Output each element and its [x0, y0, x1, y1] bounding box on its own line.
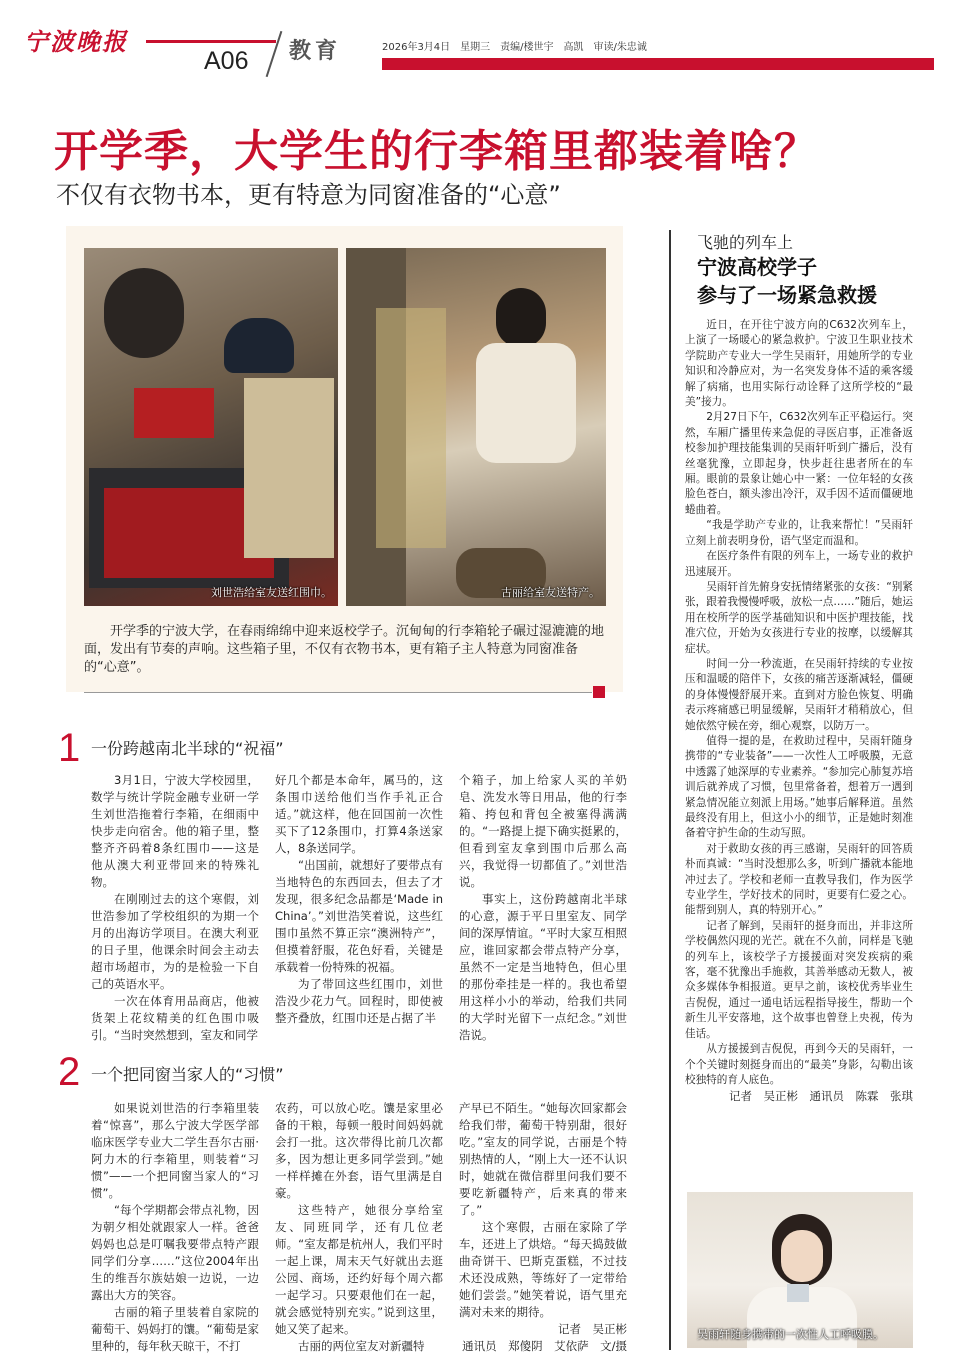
- column-rule: [669, 230, 671, 1350]
- side-story-title: [697, 253, 877, 309]
- paragraph: “出国前，就想好了要带点有当地特色的东西回去，但去了才发现，很多纪念品都是‘Made in China’。”刘世浩笑着说，这些红围巾虽然不算正宗“澳洲特产”，但摸着舒服，花色好看，关键是承载着一份特殊的祝福。: [275, 858, 443, 974]
- section2-column-3: [459, 1100, 627, 1355]
- paragraph: “我是学助产专业的，让我来帮忙！”吴雨轩立刻上前表明身份，语气坚定而温和。: [685, 519, 913, 547]
- paragraph: 这个寒假，古丽在家除了学车，还进上了烘焙。“每天捣鼓做曲奇饼干、巴斯克蛋糕，不过技术还没成熟，等练好了一定带给她们尝尝。”她笑着说，语气里充满对未来的期待。: [459, 1220, 627, 1319]
- paragraph: 在刚刚过去的这个寒假，刘世浩参加了学校组织的为期一个月的出海访学项目。在澳大利亚的日子里，他课余时间会主动去超市场超市，为的是检验一下自己的英语水平。: [91, 892, 259, 991]
- photo-breathing-film: [687, 1192, 913, 1348]
- page-subheadline: 不仅有衣物书本，更有特意为同窗准备的“心意”: [56, 181, 561, 209]
- paragraph: 值得一提的是，在救助过程中，吴雨轩随身携带的“专业装备”——一次性人工呼吸膜，无意中透露了她深厚的专业素养。“参加完心肺复苏培训后就养成了习惯，包里常备着，想着万一遇到紧急情况能立刻派上用场。”她事后解释道。虽然最终没有用上，但这小小的细节，正是她时刻准备着守护生命的生动写照。: [685, 734, 913, 840]
- paragraph: 事实上，这份跨越南北半球的心意，源于平日里室友、同学间的深厚情谊。“平时大家互相照应，谁回家都会带点特产分享，虽然不一定是当地特色，但心里的那份牵挂是一样的。我也希望用这样小小的举动，给我们共同的大学时光留下一点纪念。”刘世浩说。: [459, 892, 627, 1042]
- section1-column-1: [91, 772, 259, 1044]
- masthead-logo: 宁波晚报: [24, 27, 128, 56]
- side-story-byline: 记者 吴正彬 通讯员 陈霖 张琪: [729, 1089, 913, 1104]
- side-photo-caption: 吴雨轩随身携带的一次性人工呼吸膜。: [697, 1328, 884, 1341]
- page-headline: 开学季，大学生的行李箱里都装着啥？: [54, 126, 819, 177]
- paragraph: 3月1日，宁波大学校园里，数学与统计学院金融专业研一学生刘世浩拖着行李箱，在细雨中快步走向宿舍。他的箱子里，整整齐齐码着8条红围巾——这是他从澳大利亚带回来的特殊礼物。: [91, 773, 259, 889]
- header-band: [382, 58, 934, 70]
- paragraph: 农药，可以放心吃。馕是家里必备的干粮，每顿一般时间妈妈就会打一批。这次带得比前几次都多，因为想让更多同学尝到。”她一样样摊在外套，语气里满是自豪。: [275, 1101, 443, 1200]
- paragraph: 为了带回这些红围巾，刘世浩没少花力气。回程时，即使被整齐叠放，红围巾还是占据了半: [275, 977, 443, 1025]
- paragraph: 古丽的箱子里装着自家院的葡萄干、妈妈打的馕。“葡萄是家里种的，每年秋天晾干，不打: [91, 1305, 259, 1353]
- paragraph: 这些特产，她很分享给室友、同班同学，还有几位老师。“室友都是杭州人，我们平时一起上课，周末天气好就出去逛公园、商场，还约好每个周六都一起学习。只要艰他们在一起，就会感觉特别充实。”说到这里，她又笑了起来。: [275, 1203, 443, 1336]
- section2-number: 2: [58, 1050, 81, 1094]
- section2-column-2: [275, 1100, 443, 1355]
- paragraph: 在医疗条件有限的列车上，一场专业的救护迅速展开。: [685, 550, 913, 578]
- paragraph: 古丽的两位室友对新疆特: [298, 1339, 425, 1353]
- side-story-body: [685, 318, 913, 1105]
- paragraph: 吴雨轩首先俯身安抚情绪紧张的女孩：“别紧张，跟着我慢慢呼吸，放松一点……”随后，她运用在校所学的医学基础知识和中医护理技能，找准穴位，开始为女孩进行专业的按摩，以缓解其症状。: [685, 580, 913, 655]
- divider-marker: [593, 686, 605, 698]
- section1-column-2: [275, 772, 443, 1027]
- paragraph: 时间一分一秒流逝，在吴雨轩持续的专业按压和温暖的陪伴下，女孩的痛苦逐渐减轻，僵硬的身体慢慢舒展开来。直到对方脸色恢复、明确表示疼痛感已明显缓解，吴雨轩才稍稍放心，但她依然守候在旁，细心观察，以防万一。: [685, 657, 913, 732]
- section2-byline-reporter: 记者 吴正彬: [558, 1322, 627, 1336]
- lead-divider: [84, 692, 592, 693]
- paragraph: 产早已不陌生。“她每次回家都会给我们带，葡萄干特别甜，很好吃。”室友的同学说，古丽是个特别热情的人，“刚上大一还不认识时，她就在微信群里问我们要不要吃新疆特产，后来真的带来了。”: [459, 1101, 627, 1217]
- paragraph: 一次在体育用品商店，他被货架上花纹精美的红色围巾吸引。“当时突然想到，室友和同学: [91, 994, 259, 1042]
- paragraph: 对于救助女孩的再三感谢，吴雨轩的回答质朴而真诚：“当时没想那么多，听到广播就本能地冲过去了。学校和老师一直教导我们，作为医学专业学生，学好技术的同时，更要有仁爱之心。能帮到别人，真的特别开心。”: [685, 842, 913, 917]
- section1-title: 一份跨越南北半球的“祝福”: [91, 739, 284, 758]
- section2-byline-correspondents: 通讯员 郑傻阴 艾依萨 文/摄: [462, 1339, 627, 1353]
- paragraph: 记者了解到，吴雨轩的挺身而出，并非这所学校偶然闪现的光芒。就在不久前，同样是飞驰的列车上，该校学子方援援面对突发疾病的乘客，毫不犹豫出手施救，其善举感动无数人，被众多媒体争相报道。更早之前，该校优秀毕业生吉倪倪，通过一通电话远程指导接生，帮助一个新生儿平安落地，这个故事也曾登上央视，传为佳话。: [685, 919, 913, 1040]
- header-divider: [266, 31, 283, 77]
- section-name: 教育: [289, 39, 342, 64]
- paragraph: 好几个都是本命年，属马的，这条围巾送给他们当作手礼正合适。”就这样，他在回国前一次性买下了12条围巾，打算4条送家人，8条送同学。: [275, 773, 443, 855]
- side-story-title-line2: 参与了一场紧急救援: [697, 283, 877, 307]
- paragraph: 从方援援到吉倪倪，再到今天的吴雨轩，一个个关键时刻挺身而出的“最美”身影，勾勒出该校独特的育人底色。: [685, 1043, 913, 1086]
- photo-red-scarf: [84, 248, 338, 606]
- photo2-caption: 古丽给室友送特产。: [501, 586, 600, 599]
- section2-column-1: [91, 1100, 259, 1355]
- paragraph: “每个学期都会带点礼物，因为朝夕相处就跟家人一样。爸爸妈妈也总是叮嘱我要带点特产跟同学们分享……”这位2004年出生的维吾尔族姑娘一边说，一边露出大方的笑容。: [91, 1203, 259, 1302]
- paragraph: 个箱子，加上给家人买的羊奶皂、洗发水等日用品，他的行李箱、挎包和背包全被塞得满满的。“一路提上提下确实挺累的，但看到室友拿到围巾后那么高兴，我觉得一切都值了。”刘世浩说。: [459, 773, 627, 889]
- lead-paragraph: 开学季的宁波大学，在春雨绵绵中迎来返校学子。沉甸甸的行李箱轮子碾过湿漉漉的地面，发出有节奏的声响。这些箱子里，不仅有衣物书本，更有箱子主人特意为同窗准备的“心意”。: [84, 624, 605, 675]
- page-number: A06: [204, 47, 249, 75]
- photo1-caption: 刘世浩给室友送红围巾。: [211, 586, 332, 599]
- issue-meta: 2026年3月4日 星期三 责编/楼世宇 高凯 审读/朱忠诚: [382, 42, 647, 53]
- photo-specialty: [346, 248, 606, 606]
- header-rule: [146, 40, 276, 43]
- section2-title: 一个把同窗当家人的“习惯”: [91, 1065, 284, 1084]
- side-story-title-line1: 宁波高校学子: [697, 255, 817, 279]
- paragraph: 如果说刘世浩的行李箱里装着“惊喜”，那么宁波大学医学部临床医学专业大二学生吾尔古丽·阿力木的行李箱里，则装着“习惯”——一个把同窗当家人的“习惯”。: [91, 1101, 259, 1200]
- section1-column-3: [459, 772, 627, 1044]
- paragraph: 2月27日下午，C632次列车正平稳运行。突然，车厢广播里传来急促的寻医启事，正准备返校参加护理技能集训的吴雨轩听到广播后，没有丝毫犹豫，立即起身，快步赶往患者所在的车厢。眼前的景象让她心中一紧：一位年轻的女孩脸色苍白，额头渗出冷汗，双手因不适而僵硬地蜷曲着。: [685, 411, 913, 516]
- side-story-kicker: 飞驰的列车上: [697, 233, 794, 252]
- section1-number: 1: [58, 726, 81, 770]
- paragraph: 近日，在开往宁波方向的C632次列车上，上演了一场暖心的紧急救护。宁波卫生职业技术学院助产专业大一学生吴雨轩，用她所学的专业知识和冷静应对，为一名突发身体不适的乘客缓解了病痛，也用实际行动诠释了这所学校的“最美”接力。: [685, 319, 913, 409]
